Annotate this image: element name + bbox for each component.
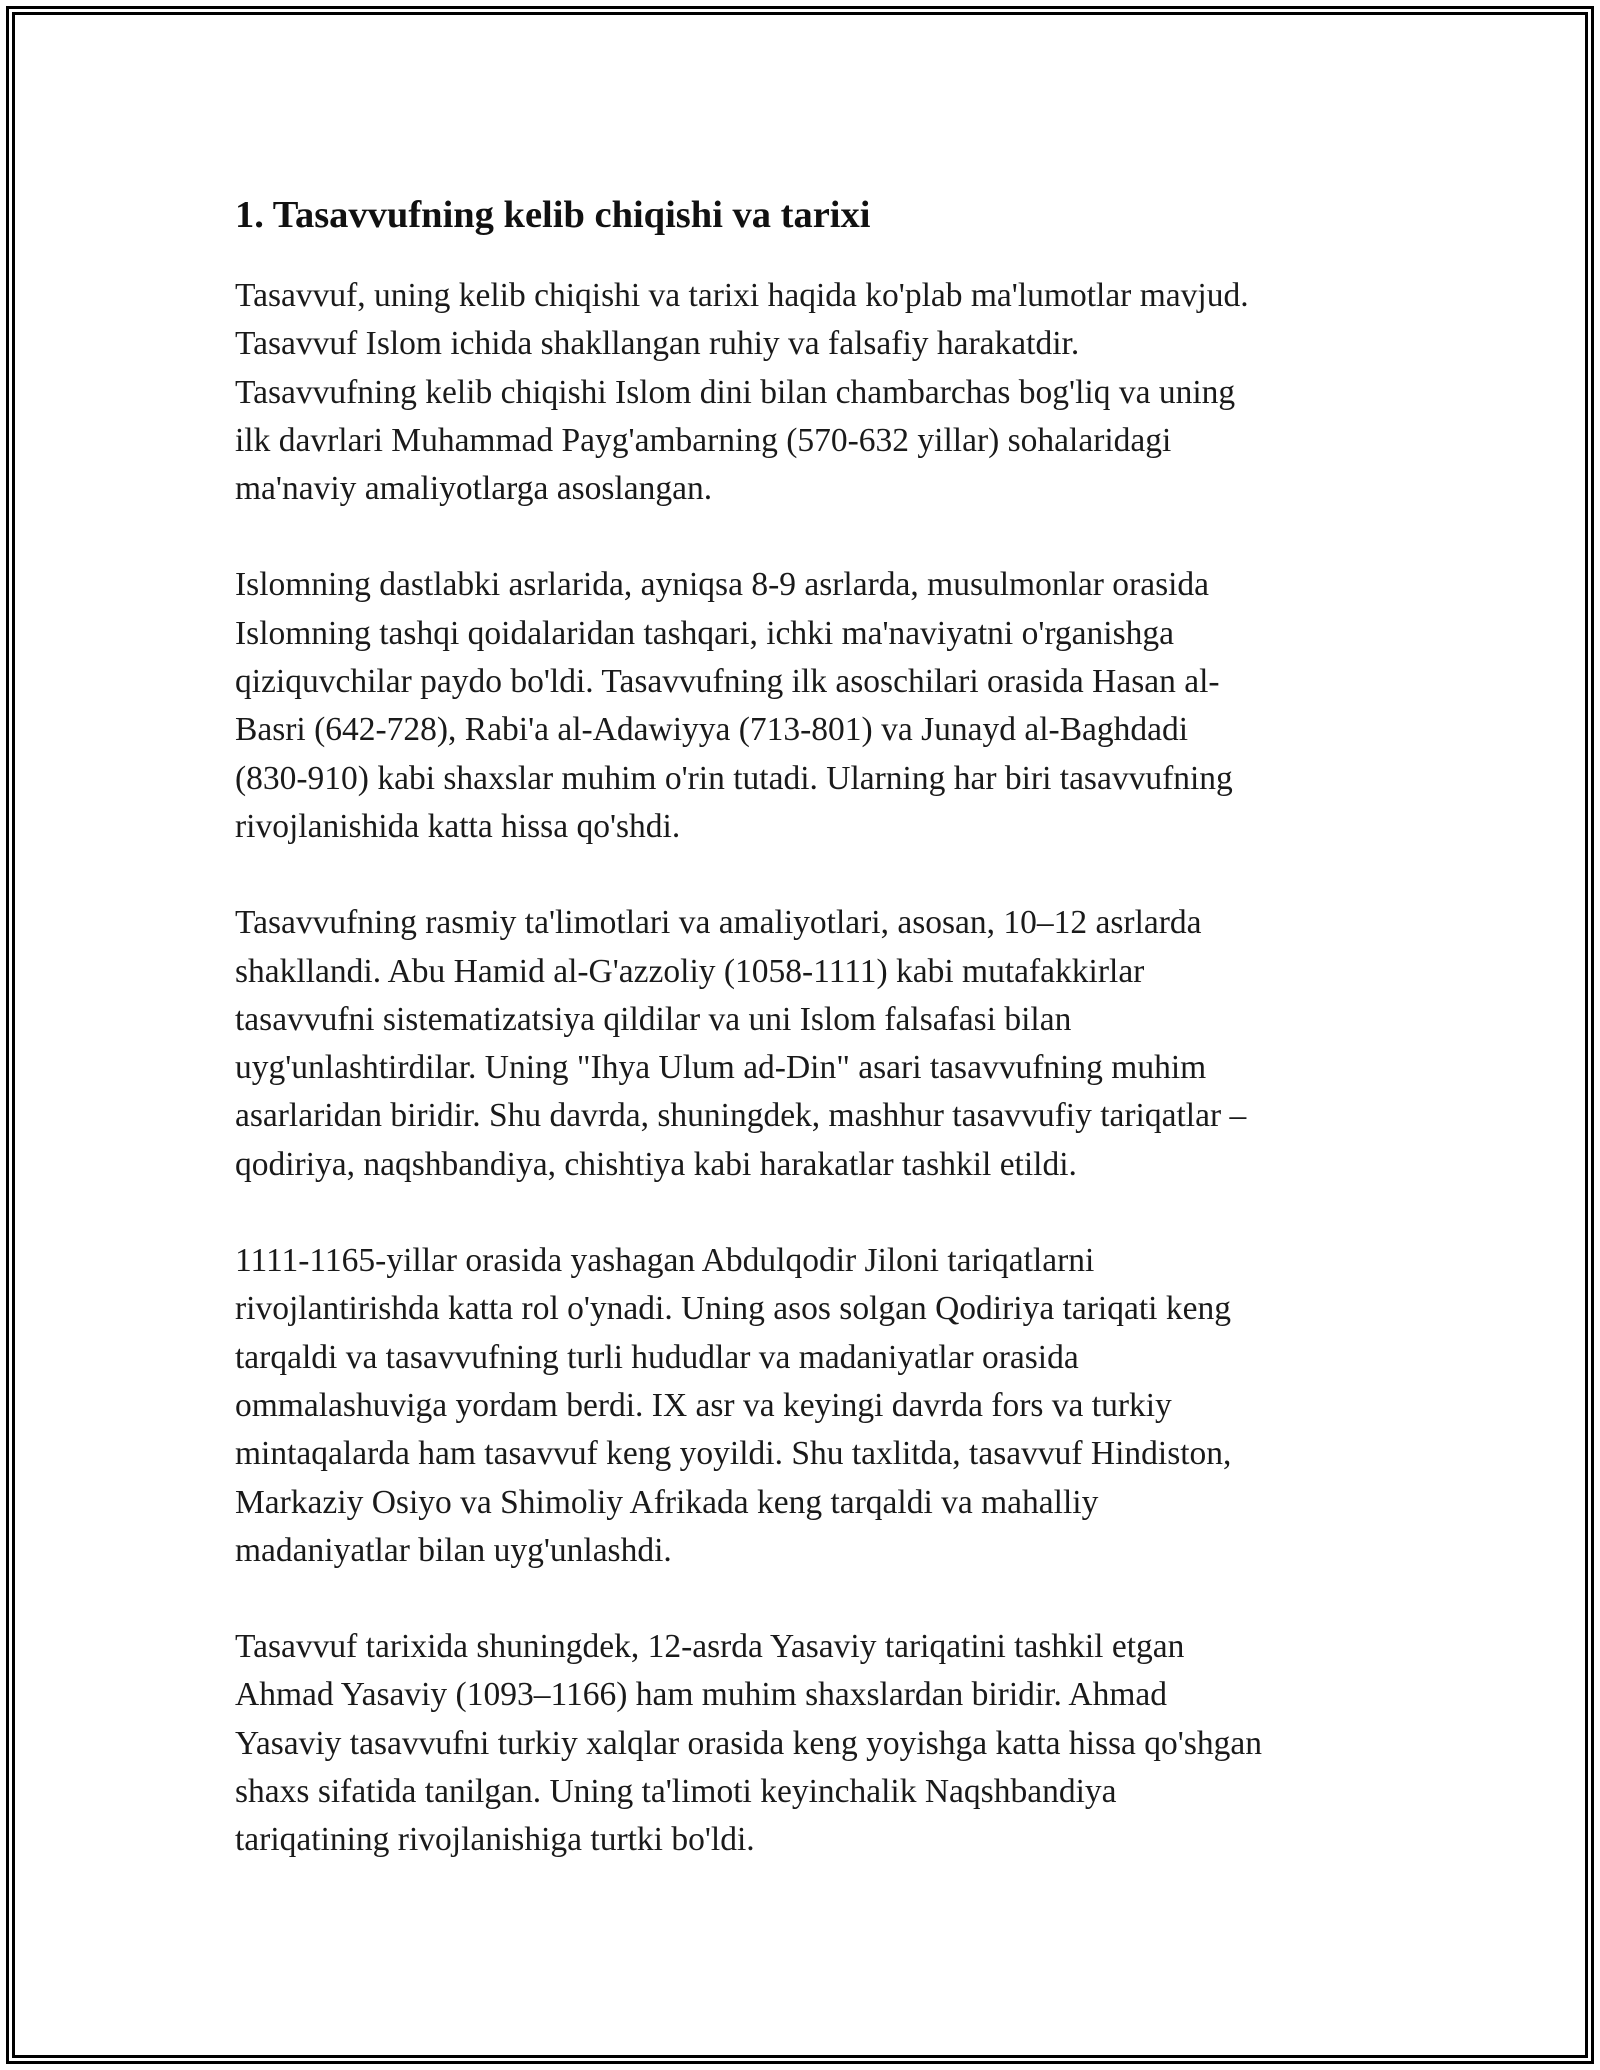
paragraph-line: Yasaviy tasavvufni turkiy xalqlar orasida keng yoyishga katta hissa qo'shgan (235, 1724, 1262, 1762)
paragraph-jiloni (235, 1237, 1375, 1575)
paragraph-line: Islomning dastlabki asrlarida, ayniqsa 8-9 asrlarda, musulmonlar orasida (235, 566, 1210, 604)
section-heading: 1. Tasavvufning kelib chiqishi va tarixi (235, 194, 871, 236)
paragraph-line: Basri (642-728), Rabi'a al-Adawiyya (713-801) va Junayd al-Baghdadi (235, 711, 1189, 749)
paragraph-line: 1111-1165-yillar orasida yashagan Abdulqodir Jiloni tariqatlarni (235, 1242, 1095, 1280)
paragraph-line: tarqaldi va tasavvufning turli hududlar va madaniyatlar orasida (235, 1338, 1079, 1376)
paragraph-line: Tasavvufning rasmiy ta'limotlari va amaliyotlari, asosan, 10–12 asrlarda (235, 904, 1202, 942)
paragraph-line: shakllandi. Abu Hamid al-G'azzoliy (1058-1111) kabi mutafakkirlar (235, 952, 1145, 990)
paragraph-line: ommalashuviga yordam berdi. IX asr va keyingi davrda fors va turkiy (235, 1386, 1172, 1424)
paragraph-formal-teachings (235, 899, 1375, 1189)
paragraph-line: ma'naviy amaliyotlarga asoslangan. (235, 470, 713, 508)
paragraph-line: Islomning tashqi qoidalaridan tashqari, ichki ma'naviyatni o'rganishga (235, 614, 1175, 652)
paragraph-line: asarlaridan biridir. Shu davrda, shuningdek, mashhur tasavvufiy tariqatlar – (235, 1097, 1247, 1135)
paragraph-line: qodiriya, naqshbandiya, chishtiya kabi harakatlar tashkil etildi. (235, 1145, 1077, 1183)
paragraph-line: tasavvufni sistematizatsiya qildilar va uni Islom falsafasi bilan (235, 1000, 1072, 1038)
paragraph-line: shaxs sifatida tanilgan. Uning ta'limoti keyinchalik Naqshbandiya (235, 1773, 1117, 1811)
paragraph-line: uyg'unlashtirdilar. Uning "Ihya Ulum ad-Din" asari tasavvufning muhim (235, 1049, 1207, 1087)
paragraph-origins (235, 272, 1375, 513)
paragraph-line: Tasavvufning kelib chiqishi Islom dini bilan chambarchas bog'liq va uning (235, 373, 1236, 411)
paragraph-line: mintaqalarda ham tasavvuf keng yoyildi. Shu taxlitda, tasavvuf Hindiston, (235, 1435, 1232, 1473)
paragraph-line: Markaziy Osiyo va Shimoliy Afrikada keng tarqaldi va mahalliy (235, 1483, 1099, 1521)
paragraph-line: qiziquvchilar paydo bo'ldi. Tasavvufning ilk asoschilari orasida Hasan al- (235, 663, 1220, 701)
paragraph-line: (830-910) kabi shaxslar muhim o'rin tutadi. Ularning har biri tasavvufning (235, 759, 1233, 797)
paragraph-line: tariqatining rivojlanishiga turtki bo'ldi. (235, 1821, 755, 1859)
paragraph-line: Ahmad Yasaviy (1093–1166) ham muhim shaxslardan biridir. Ahmad (235, 1676, 1168, 1714)
paragraph-line: Tasavvuf, uning kelib chiqishi va tarixi haqida ko'plab ma'lumotlar mavjud. (235, 277, 1249, 314)
paragraph-line: madaniyatlar bilan uyg'unlashdi. (235, 1531, 672, 1569)
paragraph-line: rivojlantirishda katta rol o'ynadi. Uning asos solgan Qodiriya tariqati keng (235, 1290, 1231, 1328)
paragraph-line: Tasavvuf Islom ichida shakllangan ruhiy va falsafiy harakatdir. (235, 325, 1080, 363)
paragraph-line: ilk davrlari Muhammad Payg'ambarning (570-632 yillar) sohalaridagi (235, 421, 1172, 459)
paragraph-line: Tasavvuf tarixida shuningdek, 12-asrda Yasaviy tariqatini tashkil etgan (235, 1628, 1185, 1666)
paragraph-yasaviy (235, 1623, 1375, 1864)
paragraph-early-centuries (235, 561, 1375, 851)
document-body (235, 188, 1375, 1913)
paragraph-line: rivojlanishida katta hissa qo'shdi. (235, 807, 681, 845)
